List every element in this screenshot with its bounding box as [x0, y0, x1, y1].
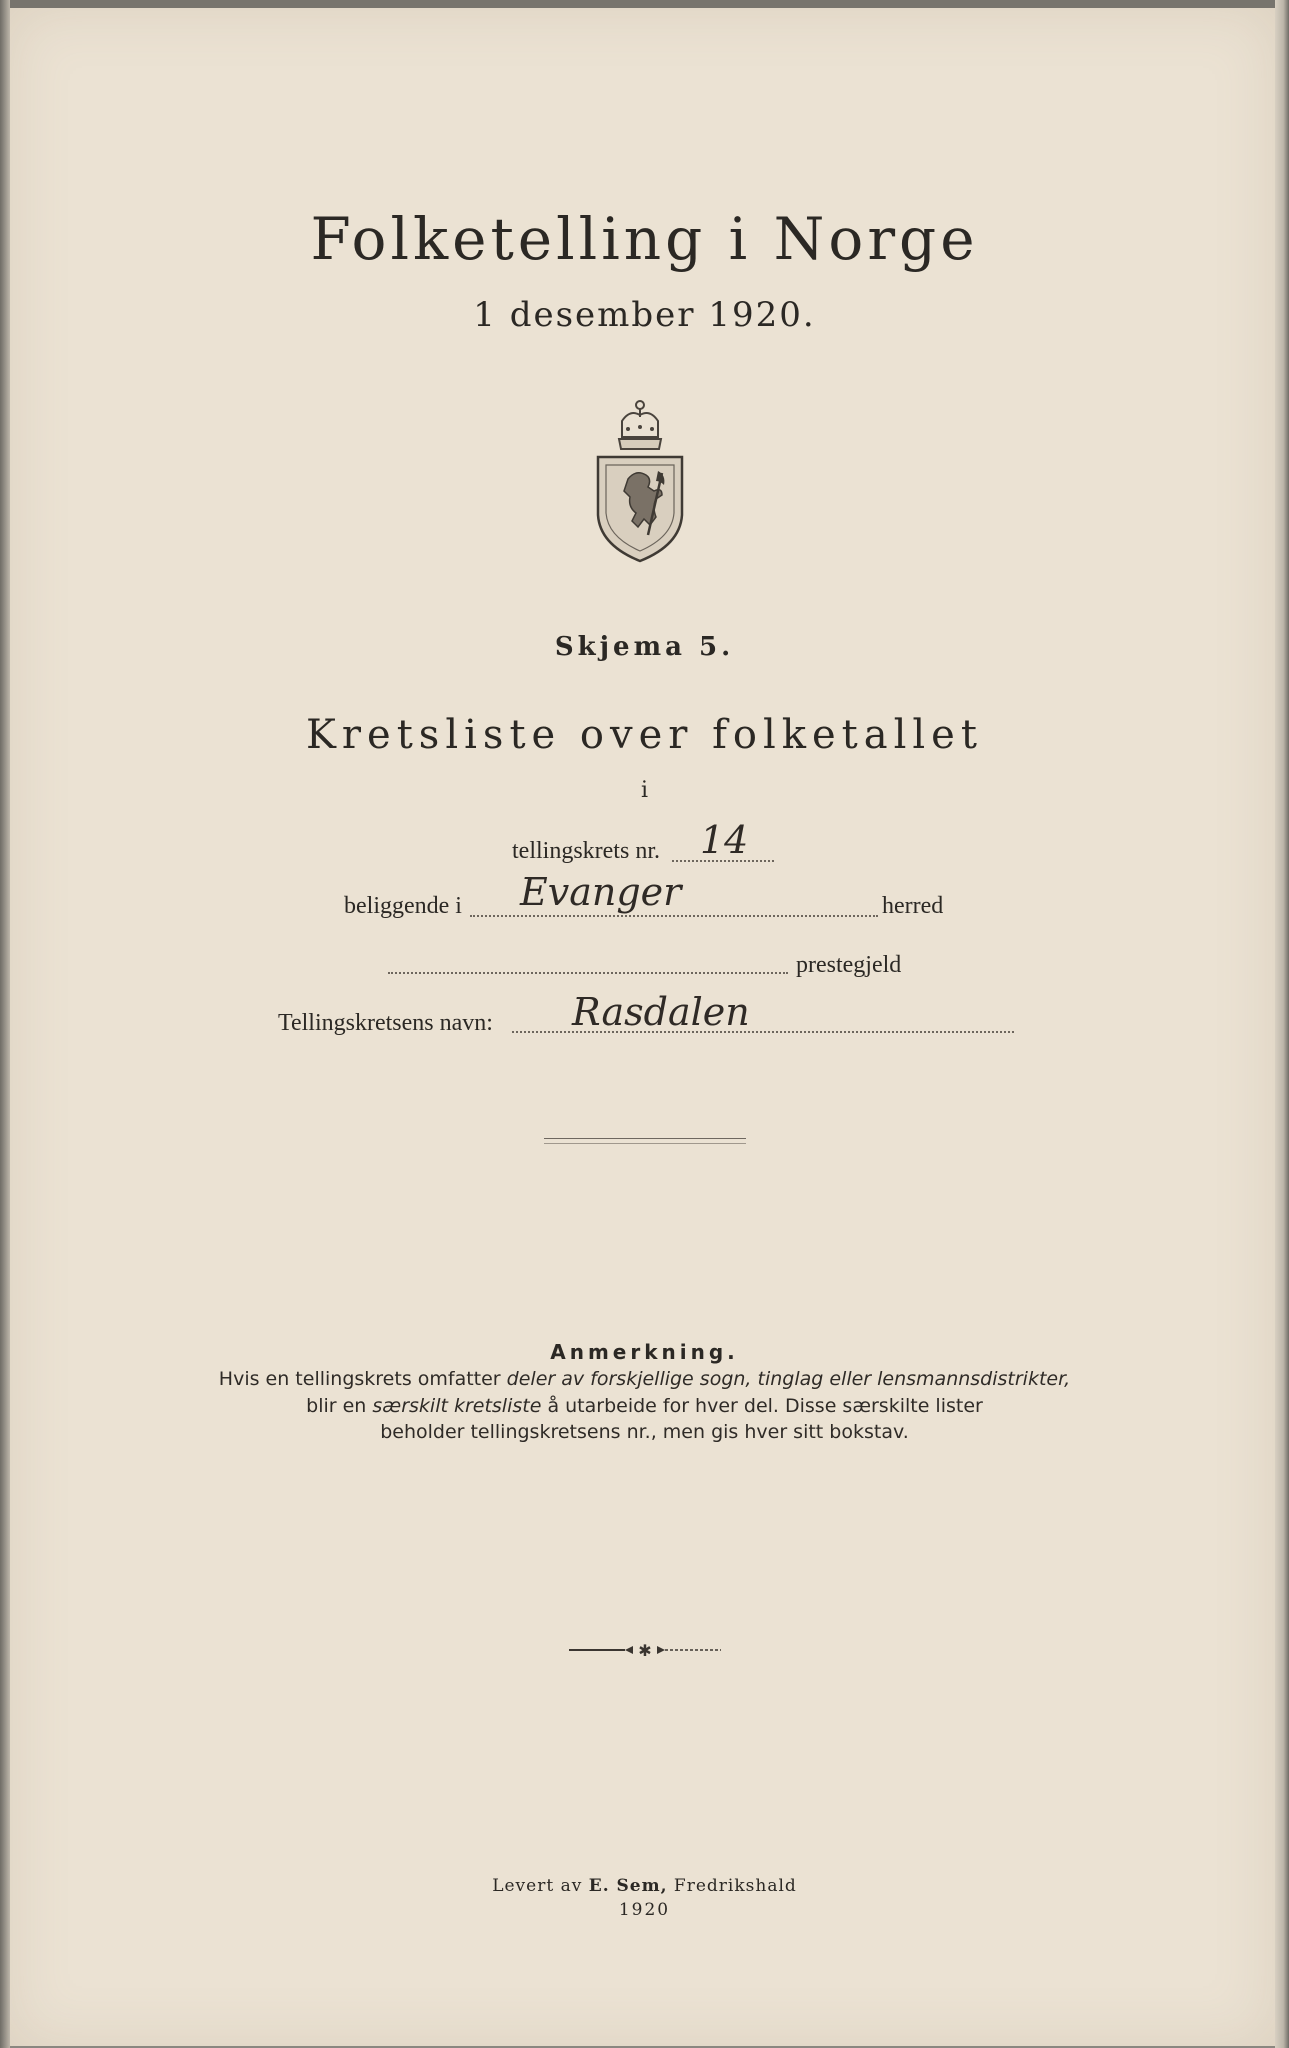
page-title: Folketelling i Norge [310, 205, 979, 273]
district-number-value: 14 [700, 818, 749, 862]
schema-number: Skjema 5. [554, 632, 735, 662]
note-line-3: beholder tellingskretsens nr., men gis hver sitt bokstav. [380, 1421, 909, 1443]
form-heading: Kretsliste over folketallet [306, 712, 983, 758]
herred-label: herred [882, 893, 944, 919]
svg-text:✱: ✱ [638, 1641, 652, 1660]
separator-rule-secondary [544, 1143, 746, 1144]
ornament-divider-icon [567, 1640, 723, 1660]
note-line-1: Hvis en tellingskrets omfatter deler av forskjellige sogn, tinglag eller lensmannsdistrikter, [218, 1368, 1071, 1390]
located-in-line [470, 915, 878, 917]
note-line-2: blir en særskilt kretsliste å utarbeide for hver del. Disse særskilte lister [306, 1395, 983, 1417]
census-date: 1 desember 1920. [473, 295, 816, 335]
prestegjeld-label: prestegjeld [796, 952, 902, 978]
separator-rule [544, 1138, 746, 1139]
district-number-label: tellingskrets nr. [512, 838, 660, 864]
district-name-label: Tellingskretsens navn: [278, 1010, 493, 1036]
prestegjeld-line [388, 972, 788, 974]
connector-text: i [640, 778, 649, 803]
located-in-label: beliggende i [344, 893, 462, 919]
print-year: 1920 [618, 1900, 671, 1920]
printer-credit: Levert av E. Sem, Fredrikshald [492, 1876, 797, 1896]
scan-edge-top [0, 0, 1289, 8]
located-in-value: Evanger [520, 870, 682, 914]
note-heading: Anmerkning. [550, 1340, 739, 1364]
norwegian-coat-of-arms-icon [592, 395, 688, 565]
district-name-value: Rasdalen [572, 990, 750, 1034]
